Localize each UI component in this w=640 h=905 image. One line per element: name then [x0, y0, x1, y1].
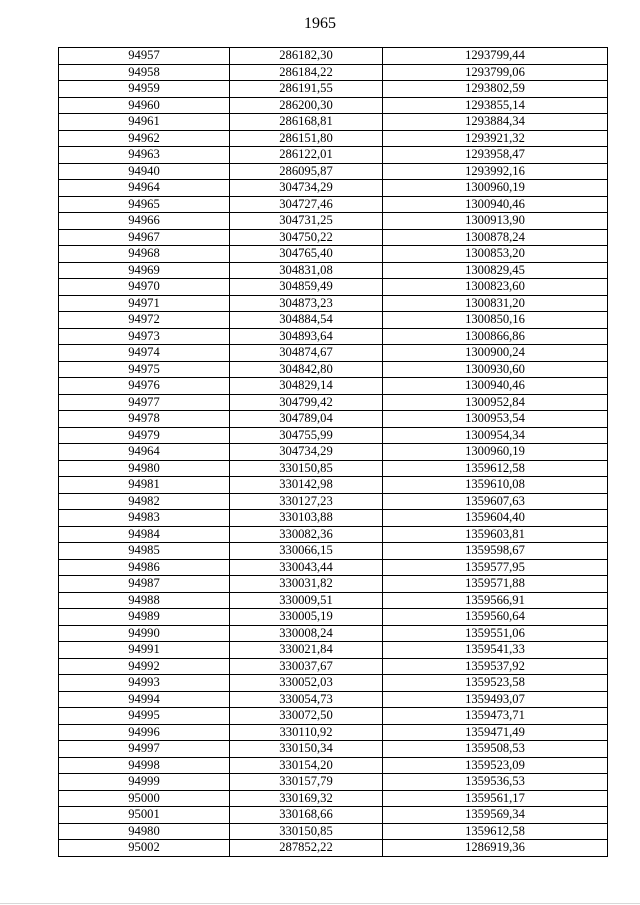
point-number-cell: 95001 — [59, 807, 230, 824]
x-coordinate-cell: 330169,32 — [230, 790, 383, 807]
table-row — [59, 378, 608, 395]
point-number-cell: 94965 — [59, 196, 230, 213]
table-row — [59, 163, 608, 180]
x-coordinate-cell: 330168,66 — [230, 807, 383, 824]
x-coordinate-cell: 330157,79 — [230, 774, 383, 791]
y-coordinate-cell: 1293992,16 — [383, 163, 608, 180]
point-number-cell: 94994 — [59, 691, 230, 708]
y-coordinate-cell: 1293802,59 — [383, 81, 608, 98]
x-coordinate-cell: 330043,44 — [230, 559, 383, 576]
x-coordinate-cell: 304727,46 — [230, 196, 383, 213]
y-coordinate-cell: 1359523,09 — [383, 757, 608, 774]
point-number-cell: 94967 — [59, 229, 230, 246]
y-coordinate-cell: 1300960,19 — [383, 180, 608, 197]
point-number-cell: 94961 — [59, 114, 230, 131]
point-number-cell: 94957 — [59, 48, 230, 65]
table-row — [59, 427, 608, 444]
table-row — [59, 246, 608, 263]
y-coordinate-cell: 1359537,92 — [383, 658, 608, 675]
x-coordinate-cell: 286122,01 — [230, 147, 383, 164]
x-coordinate-cell: 286151,80 — [230, 130, 383, 147]
y-coordinate-cell: 1359603,81 — [383, 526, 608, 543]
x-coordinate-cell: 304765,40 — [230, 246, 383, 263]
table-row — [59, 196, 608, 213]
y-coordinate-cell: 1359612,58 — [383, 460, 608, 477]
table-row — [59, 576, 608, 593]
x-coordinate-cell: 304874,67 — [230, 345, 383, 362]
point-number-cell: 94984 — [59, 526, 230, 543]
table-row — [59, 64, 608, 81]
y-coordinate-cell: 1300940,46 — [383, 378, 608, 395]
y-coordinate-cell: 1359523,58 — [383, 675, 608, 692]
point-number-cell: 94974 — [59, 345, 230, 362]
table-row — [59, 295, 608, 312]
table-row — [59, 180, 608, 197]
table-row — [59, 460, 608, 477]
x-coordinate-cell: 330082,36 — [230, 526, 383, 543]
point-number-cell: 94990 — [59, 625, 230, 642]
x-coordinate-cell: 304831,08 — [230, 262, 383, 279]
point-number-cell: 94976 — [59, 378, 230, 395]
table-row — [59, 625, 608, 642]
x-coordinate-cell: 330150,34 — [230, 741, 383, 758]
x-coordinate-cell: 330150,85 — [230, 460, 383, 477]
y-coordinate-cell: 1293884,34 — [383, 114, 608, 131]
table-row — [59, 411, 608, 428]
x-coordinate-cell: 304893,64 — [230, 328, 383, 345]
y-coordinate-cell: 1359566,91 — [383, 592, 608, 609]
y-coordinate-cell: 1300850,16 — [383, 312, 608, 329]
y-coordinate-cell: 1300960,19 — [383, 444, 608, 461]
x-coordinate-cell: 330150,85 — [230, 823, 383, 840]
point-number-cell: 94992 — [59, 658, 230, 675]
x-coordinate-cell: 304734,29 — [230, 444, 383, 461]
point-number-cell: 94995 — [59, 708, 230, 725]
y-coordinate-cell: 1359493,07 — [383, 691, 608, 708]
y-coordinate-cell: 1359577,95 — [383, 559, 608, 576]
point-number-cell: 94960 — [59, 97, 230, 114]
point-number-cell: 94978 — [59, 411, 230, 428]
y-coordinate-cell: 1300954,34 — [383, 427, 608, 444]
table-row — [59, 97, 608, 114]
x-coordinate-cell: 304731,25 — [230, 213, 383, 230]
y-coordinate-cell: 1293855,14 — [383, 97, 608, 114]
table-row — [59, 526, 608, 543]
x-coordinate-cell: 330142,98 — [230, 477, 383, 494]
y-coordinate-cell: 1359610,08 — [383, 477, 608, 494]
table-row — [59, 213, 608, 230]
point-number-cell: 94980 — [59, 823, 230, 840]
x-coordinate-cell: 330008,24 — [230, 625, 383, 642]
point-number-cell: 94983 — [59, 510, 230, 527]
point-number-cell: 94959 — [59, 81, 230, 98]
y-coordinate-cell: 1359561,17 — [383, 790, 608, 807]
point-number-cell: 94968 — [59, 246, 230, 263]
y-coordinate-cell: 1359541,33 — [383, 642, 608, 659]
y-coordinate-cell: 1359560,64 — [383, 609, 608, 626]
x-coordinate-cell: 286095,87 — [230, 163, 383, 180]
point-number-cell: 94987 — [59, 576, 230, 593]
y-coordinate-cell: 1293799,44 — [383, 48, 608, 65]
point-number-cell: 94999 — [59, 774, 230, 791]
table-row — [59, 147, 608, 164]
y-coordinate-cell: 1300940,46 — [383, 196, 608, 213]
x-coordinate-cell: 286168,81 — [230, 114, 383, 131]
table-row — [59, 708, 608, 725]
y-coordinate-cell: 1300913,90 — [383, 213, 608, 230]
point-number-cell: 94985 — [59, 543, 230, 560]
page-number: 1965 — [304, 15, 336, 32]
x-coordinate-cell: 330127,23 — [230, 493, 383, 510]
point-number-cell: 94993 — [59, 675, 230, 692]
table-row — [59, 229, 608, 246]
y-coordinate-cell: 1286919,36 — [383, 840, 608, 857]
y-coordinate-cell: 1300829,45 — [383, 262, 608, 279]
x-coordinate-cell: 304842,80 — [230, 361, 383, 378]
y-coordinate-cell: 1359473,71 — [383, 708, 608, 725]
x-coordinate-cell: 304859,49 — [230, 279, 383, 296]
y-coordinate-cell: 1300853,20 — [383, 246, 608, 263]
table-row — [59, 279, 608, 296]
y-coordinate-cell: 1293958,47 — [383, 147, 608, 164]
table-row — [59, 130, 608, 147]
y-coordinate-cell: 1293799,06 — [383, 64, 608, 81]
point-number-cell: 94980 — [59, 460, 230, 477]
x-coordinate-cell: 304884,54 — [230, 312, 383, 329]
point-number-cell: 94962 — [59, 130, 230, 147]
table-row — [59, 823, 608, 840]
table-row — [59, 757, 608, 774]
y-coordinate-cell: 1359571,88 — [383, 576, 608, 593]
point-number-cell: 94981 — [59, 477, 230, 494]
table-row — [59, 840, 608, 857]
x-coordinate-cell: 330037,67 — [230, 658, 383, 675]
y-coordinate-cell: 1300823,60 — [383, 279, 608, 296]
table-row — [59, 543, 608, 560]
y-coordinate-cell: 1300866,86 — [383, 328, 608, 345]
point-number-cell: 94964 — [59, 180, 230, 197]
table-row — [59, 81, 608, 98]
table-row — [59, 444, 608, 461]
point-number-cell: 94988 — [59, 592, 230, 609]
table-row — [59, 807, 608, 824]
y-coordinate-cell: 1359604,40 — [383, 510, 608, 527]
table-row — [59, 675, 608, 692]
x-coordinate-cell: 330103,88 — [230, 510, 383, 527]
x-coordinate-cell: 304789,04 — [230, 411, 383, 428]
x-coordinate-cell: 304799,42 — [230, 394, 383, 411]
point-number-cell: 94972 — [59, 312, 230, 329]
x-coordinate-cell: 330066,15 — [230, 543, 383, 560]
point-number-cell: 94979 — [59, 427, 230, 444]
x-coordinate-cell: 287852,22 — [230, 840, 383, 857]
point-number-cell: 94971 — [59, 295, 230, 312]
x-coordinate-cell: 286184,22 — [230, 64, 383, 81]
y-coordinate-cell: 1359598,67 — [383, 543, 608, 560]
x-coordinate-cell: 330110,92 — [230, 724, 383, 741]
table-row — [59, 559, 608, 576]
point-number-cell: 95000 — [59, 790, 230, 807]
x-coordinate-cell: 286191,55 — [230, 81, 383, 98]
point-number-cell: 94998 — [59, 757, 230, 774]
x-coordinate-cell: 286200,30 — [230, 97, 383, 114]
table-row — [59, 510, 608, 527]
x-coordinate-cell: 330072,50 — [230, 708, 383, 725]
point-number-cell: 94977 — [59, 394, 230, 411]
y-coordinate-cell: 1359607,63 — [383, 493, 608, 510]
point-number-cell: 94966 — [59, 213, 230, 230]
x-coordinate-cell: 330154,20 — [230, 757, 383, 774]
x-coordinate-cell: 330005,19 — [230, 609, 383, 626]
point-number-cell: 94958 — [59, 64, 230, 81]
table-row — [59, 312, 608, 329]
coordinates-table — [58, 47, 608, 857]
table-row — [59, 592, 608, 609]
y-coordinate-cell: 1300952,84 — [383, 394, 608, 411]
x-coordinate-cell: 330009,51 — [230, 592, 383, 609]
table-row — [59, 493, 608, 510]
table-row — [59, 328, 608, 345]
point-number-cell: 94989 — [59, 609, 230, 626]
y-coordinate-cell: 1300900,24 — [383, 345, 608, 362]
x-coordinate-cell: 286182,30 — [230, 48, 383, 65]
table-body — [59, 48, 608, 857]
table-row — [59, 114, 608, 131]
table-row — [59, 477, 608, 494]
x-coordinate-cell: 330021,84 — [230, 642, 383, 659]
point-number-cell: 94963 — [59, 147, 230, 164]
y-coordinate-cell: 1359612,58 — [383, 823, 608, 840]
y-coordinate-cell: 1300831,20 — [383, 295, 608, 312]
x-coordinate-cell: 330031,82 — [230, 576, 383, 593]
table-row — [59, 262, 608, 279]
point-number-cell: 95002 — [59, 840, 230, 857]
table-row — [59, 48, 608, 65]
table-row — [59, 394, 608, 411]
y-coordinate-cell: 1359508,53 — [383, 741, 608, 758]
point-number-cell: 94996 — [59, 724, 230, 741]
table-row — [59, 642, 608, 659]
table-row — [59, 658, 608, 675]
table-row — [59, 790, 608, 807]
table-row — [59, 691, 608, 708]
x-coordinate-cell: 304734,29 — [230, 180, 383, 197]
point-number-cell: 94986 — [59, 559, 230, 576]
point-number-cell: 94940 — [59, 163, 230, 180]
y-coordinate-cell: 1300878,24 — [383, 229, 608, 246]
x-coordinate-cell: 304755,99 — [230, 427, 383, 444]
x-coordinate-cell: 304829,14 — [230, 378, 383, 395]
y-coordinate-cell: 1359569,34 — [383, 807, 608, 824]
y-coordinate-cell: 1300930,60 — [383, 361, 608, 378]
point-number-cell: 94969 — [59, 262, 230, 279]
point-number-cell: 94997 — [59, 741, 230, 758]
x-coordinate-cell: 330052,03 — [230, 675, 383, 692]
point-number-cell: 94973 — [59, 328, 230, 345]
x-coordinate-cell: 304873,23 — [230, 295, 383, 312]
y-coordinate-cell: 1293921,32 — [383, 130, 608, 147]
y-coordinate-cell: 1359536,53 — [383, 774, 608, 791]
point-number-cell: 94970 — [59, 279, 230, 296]
y-coordinate-cell: 1359551,06 — [383, 625, 608, 642]
table-row — [59, 724, 608, 741]
y-coordinate-cell: 1359471,49 — [383, 724, 608, 741]
table-row — [59, 345, 608, 362]
point-number-cell: 94975 — [59, 361, 230, 378]
y-coordinate-cell: 1300953,54 — [383, 411, 608, 428]
table-row — [59, 609, 608, 626]
table-row — [59, 774, 608, 791]
x-coordinate-cell: 330054,73 — [230, 691, 383, 708]
point-number-cell: 94991 — [59, 642, 230, 659]
page-bottom-edge — [0, 903, 640, 904]
table-row — [59, 741, 608, 758]
x-coordinate-cell: 304750,22 — [230, 229, 383, 246]
table-row — [59, 361, 608, 378]
point-number-cell: 94982 — [59, 493, 230, 510]
point-number-cell: 94964 — [59, 444, 230, 461]
